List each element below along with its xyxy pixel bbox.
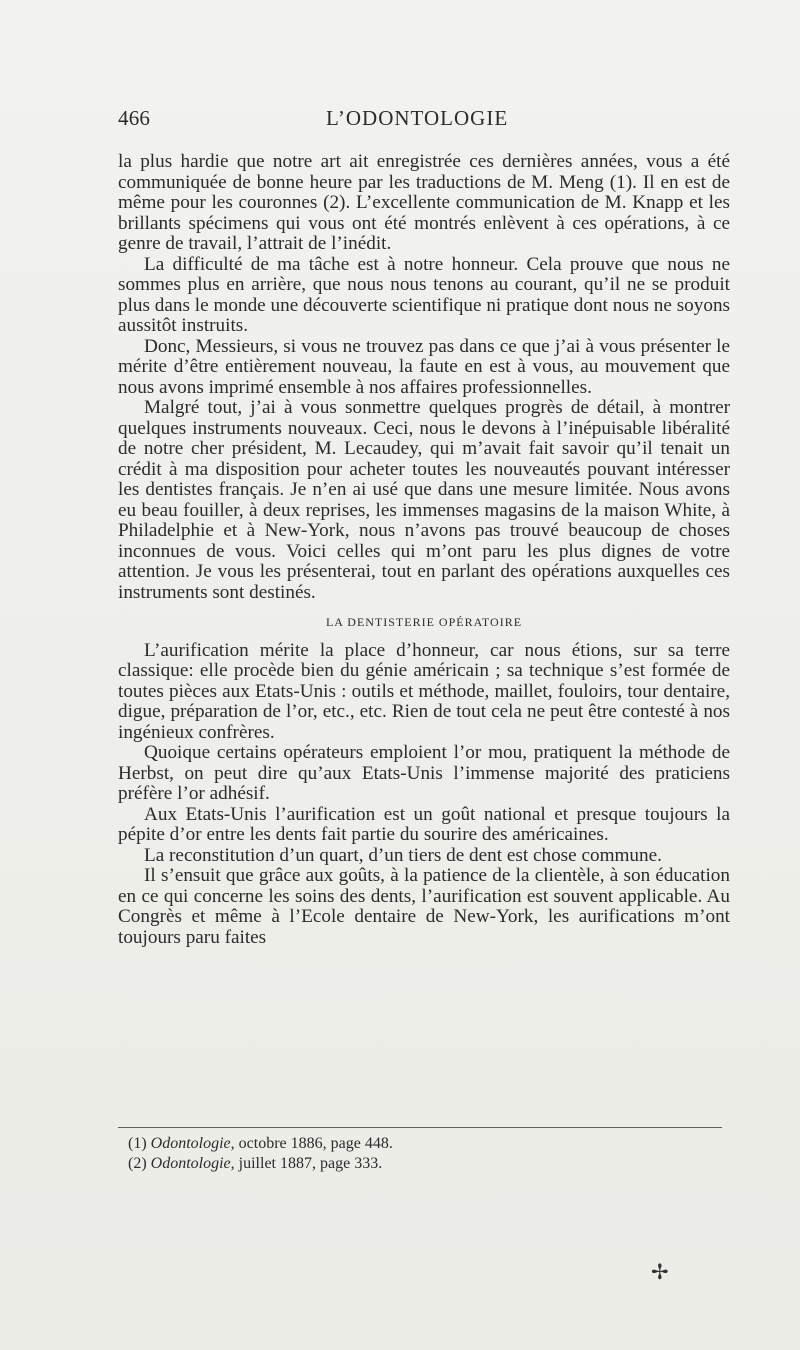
footnote — [128, 1154, 688, 1174]
footnote-marker: (2) — [128, 1155, 147, 1172]
footnote-source: Odontologie, — [150, 1155, 235, 1172]
paragraph: Aux Etats-Unis l’aurification est un goût national et presque toujours la pépite d’or entre les dents fait partie du sourire des américaines. — [118, 803, 730, 845]
page-number: 466 — [118, 106, 151, 130]
main-text — [118, 152, 730, 948]
section-heading: LA DENTISTERIE OPÉRATOIRE — [325, 615, 523, 629]
corner-mark-icon: ✢ — [651, 1260, 669, 1284]
page-header — [118, 106, 730, 140]
paragraph: Donc, Messieurs, si vous ne trouvez pas dans ce que j’ai à vous présenter le mérite d’être entièrement nouveau, la faute en est à vous, au mouvement que nous avons imprimé ensemble à nos affaires professionnelles. — [118, 335, 730, 398]
paragraph: Malgré tout, j’ai à vous sonmettre quelques progrès de détail, à montrer quelques instruments nouveaux. Ceci, nous le devons à l’inépuisable libéralité de notre cher président, M. Lecaudey, qui m’avait fait savoir qu’il tenait un crédit à ma disposition pour acheter toutes les nouveautés pouvant intéresser les dentistes français. Je n’en ai usé que dans une mesure limitée. Nous avons eu beau fouiller, à deux reprises, les immenses magasins de la maison White, à Philadelphie et à New-York, nous n’avons pas trouvé beaucoup de choses inconnues de vous. Voici celles qui m’ont paru les plus dignes de votre attention. Je vous les présenterai, tout en parlant des opérations auxquelles ces instruments sont destinés. — [118, 397, 730, 603]
paragraph: La difficulté de ma tâche est à notre honneur. Cela prouve que nous ne sommes plus en arrière, que nous nous tenons au courant, qu’il ne se produit plus dans le monde une découverte scientifique ni pratique dont nous ne soyons aussitôt instruits. — [118, 253, 730, 336]
footnote-marker: (1) — [128, 1135, 147, 1152]
footnote-source: Odontologie, — [150, 1135, 235, 1152]
paragraph: L’aurification mérite la place d’honneur, car nous étions, sur sa terre classique: elle procède bien du génie américain ; sa technique s’est formée de toutes pièces aux Etats-Unis : outils et méthode, maillet, fouloirs, tour dentaire, digue, préparation de l’or, etc., etc. Rien de tout cela ne peut être contesté à nos ingénieux confrères. — [118, 639, 730, 743]
footnote-detail: octobre 1886, page 448. — [238, 1135, 393, 1152]
footnote-divider — [118, 1127, 722, 1128]
running-title: L’ODONTOLOGIE — [326, 106, 509, 130]
footnote — [128, 1134, 688, 1154]
paragraph: Quoique certains opérateurs emploient l’or mou, pratiquent la méthode de Herbst, on peut dire qu’aux Etats-Unis l’immense majorité des praticiens préfère l’or adhésif. — [118, 742, 730, 804]
paragraph: la plus hardie que notre art ait enregistrée ces dernières années, vous a été communiquée de bonne heure par les traductions de M. Meng (1). Il en est de même pour les couronnes (2). L’excellente communication de M. Knapp et les brillants spécimens qui vous ont été montrés enlèvent à ces opérations, à ce genre de travail, l’attrait de l’inédit. — [118, 151, 730, 254]
paragraph: La reconstitution d’un quart, d’un tiers de dent est chose commune. — [144, 844, 662, 866]
paragraph: Il s’ensuit que grâce aux goûts, à la patience de la clientèle, à son éducation en ce qui concerne les soins des dents, l’aurification est souvent applicable. Au Congrès et même à l’Ecole dentaire de New-York, les aurifications m’ont toujours paru faites — [118, 865, 730, 948]
footnotes — [128, 1134, 688, 1174]
footnote-detail: juillet 1887, page 333. — [238, 1155, 383, 1172]
